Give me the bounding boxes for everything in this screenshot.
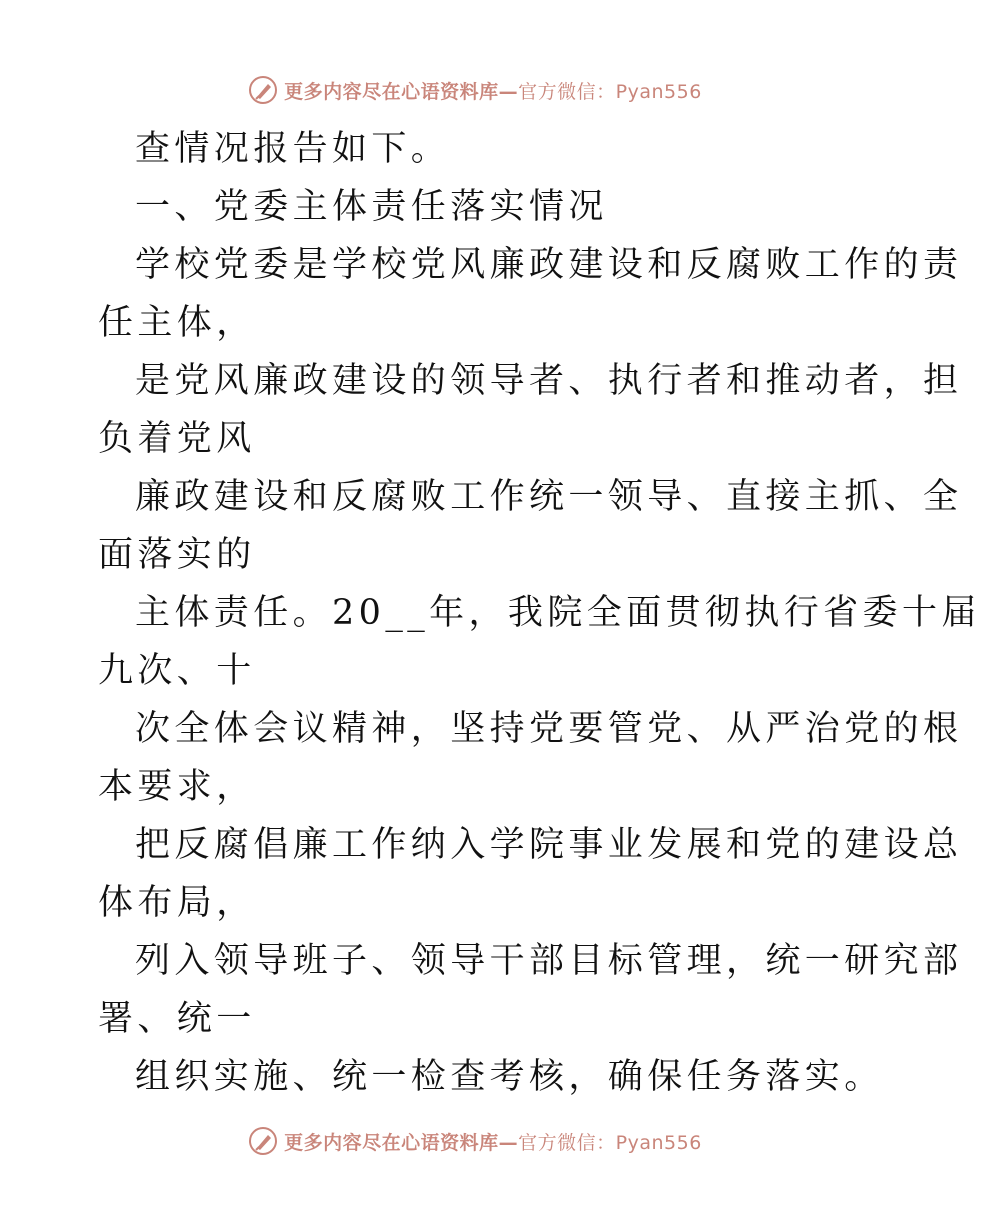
text-line: 列入领导班子、领导干部目标管理，统一研究部: [135, 941, 963, 981]
text-line: 廉政建设和反腐败工作统一领导、直接主抓、全: [135, 477, 963, 517]
text-line: 本要求，: [98, 767, 256, 807]
document-body: [98, 120, 981, 1106]
watermark-handle: 官方微信：Pyan556: [518, 1131, 702, 1154]
text-line: 是党风廉政建设的领导者、执行者和推动者，担: [135, 361, 963, 401]
text-line: 署、统一: [98, 999, 256, 1039]
text-line: 把反腐倡廉工作纳入学院事业发展和党的建设总: [135, 825, 963, 865]
watermark-text: 更多内容尽在心语资料库—: [284, 80, 519, 103]
text-line: 组织实施、统一检查考核，确保任务落实。: [135, 1057, 884, 1097]
text-line: 面落实的: [98, 535, 256, 575]
text-line: 次全体会议精神，坚持党要管党、从严治党的根: [135, 709, 963, 749]
text-line: 体布局，: [98, 883, 256, 923]
quill-logo-icon: [248, 75, 278, 105]
text-line: 学校党委是学校党风廉政建设和反腐败工作的责: [135, 245, 963, 285]
quill-logo-icon: [248, 1126, 278, 1156]
text-line: 查情况报告如下。: [135, 129, 451, 169]
header-watermark: [0, 70, 950, 110]
watermark-handle: 官方微信：Pyan556: [518, 80, 702, 103]
footer-watermark: [0, 1121, 950, 1161]
text-line: 九次、十: [98, 651, 256, 691]
text-line: 主体责任。20__年，我院全面贯彻执行省委十届: [135, 593, 981, 633]
watermark-text: 更多内容尽在心语资料库—: [284, 1131, 519, 1154]
text-line: 任主体，: [98, 303, 256, 343]
text-line: 负着党风: [98, 419, 256, 459]
section-heading: 一、党委主体责任落实情况: [135, 187, 608, 227]
